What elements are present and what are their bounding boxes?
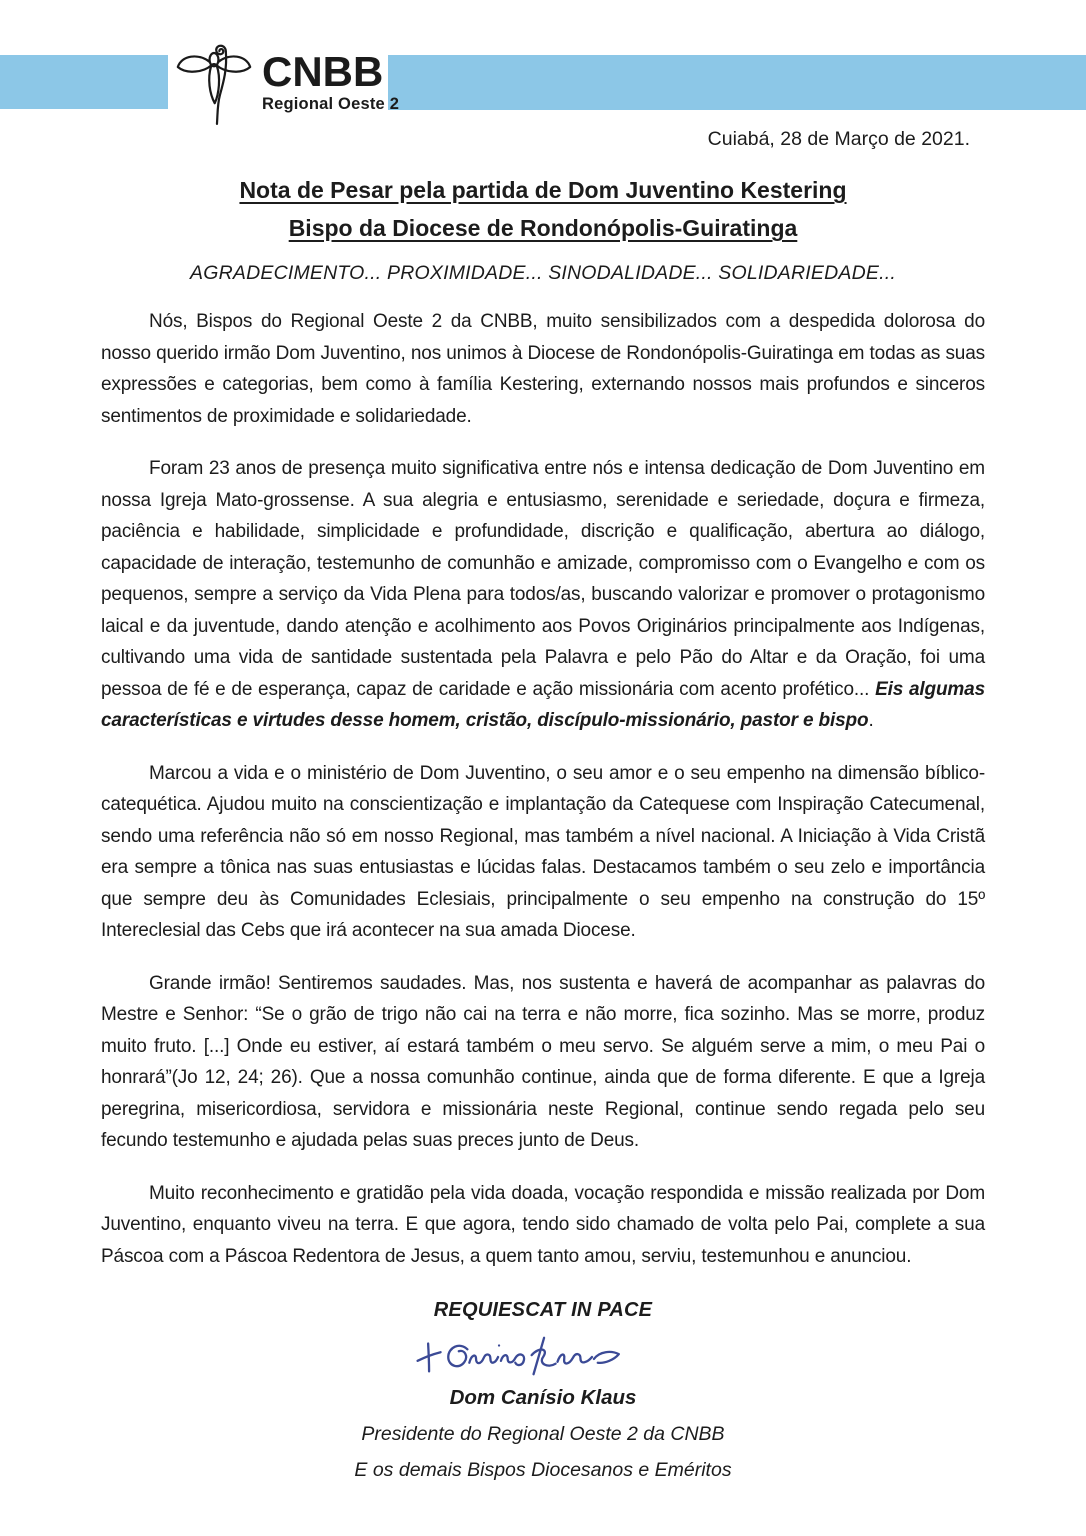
paragraph-2 [101,453,985,737]
header-right-bar [388,55,1086,110]
letter-body [101,306,985,1272]
signature-ink-icon [408,1328,638,1386]
requiescat-line: REQUIESCAT IN PACE [433,1299,653,1321]
epigraph: AGRADECIMENTO... PROXIMIDADE... SINODALIDADE... SOLIDARIEDADE... [190,262,896,284]
signatory-name: Dom Canísio Klaus [449,1386,637,1409]
title-line-2: Bispo da Diocese de Rondonópolis-Guiratinga [288,215,798,241]
dove-crozier-icon [172,36,256,132]
paragraph-4: Grande irmão! Sentiremos saudades. Mas, nos sustenta e haverá de acompanhar as palavras do Mestre e Senhor: “Se o grão de trigo não cai na terra e não morre, fica sozinho. Mas se morre, produz muito fruto. [...] Onde eu estiver, aí estará também o meu servo. Se alguém serve a mim, o meu Pai o honrará”(Jo 12, 24; 26). Que a nossa comunhão continue, ainda que de forma diferente. E que a Igreja peregrina, misericordiosa, servidora e missionária neste Regional, continue sendo regada pelo seu fecundo testemunho e ajudada pelas suas preces junto de Deus. [101,972,985,1151]
signatory-role-1: Presidente do Regional Oeste 2 da CNBB [361,1423,725,1445]
logo-acronym: CNBB [262,48,384,95]
paragraph-5: Muito reconhecimento e gratidão pela vida doada, vocação respondida e missão realizada por Dom Juventino, enquanto viveu na terra. E que agora, tendo sido chamado de volta pelo Pai, complete a sua Páscoa com a Páscoa Redentora de Jesus, a quem tanto amou, serviu, testemunhou e anunciou. [101,1182,985,1267]
document-title [0,171,1086,247]
logo-wordmark [262,48,400,113]
header-left-bar [0,55,168,109]
signatory-role-2: E os demais Bispos Diocesanos e Eméritos [354,1459,732,1481]
title-line-1: Nota de Pesar pela partida de Dom Juventino Kestering [239,177,847,203]
handwritten-signature [0,1328,1086,1386]
paragraph-2-text: Foram 23 anos de presença muito significativa entre nós e intensa dedicação de Dom Juventino em nossa Igreja Mato-grossense. A sua alegria e entusiasmo, serenidade e seriedade, doçura e firmeza, paciência e habilidade, simplicidade e profundidade, discrição e qualificação, abertura ao diálogo, capacidade de interação, testemunho de comunhão e amizade, compromisso com o Evangelho e com os pequenos, sempre a serviço da Vida Plena para todos/as, buscando valorizar e promover o protagonismo laical e da juventude, dando atenção e acolhimento aos Povos Originários principalmente aos Indígenas, cultivando uma vida de santidade sustentada pela Palavra e pelo Pão do Altar e da Oração, foi uma pessoa de fé e de esperança, capaz de caridade e ação missionária com acento profético... [101,458,985,700]
logo-subtitle: Regional Oeste 2 [262,95,400,113]
paragraph-2-emphasis: Eis algumas características e virtudes desse homem, cristão, discípulo-missionário, pastor e bispo [101,678,986,731]
date-line: Cuiabá, 28 de Março de 2021. [707,128,970,150]
paragraph-3: Marcou a vida e o ministério de Dom Juventino, o seu amor e o seu empenho na dimensão bíblico-catequética. Ajudou muito na conscientização e implantação da Catequese com Inspiração Catecumenal, sendo uma referência não só em nosso Regional, mas também a nível nacional. A Iniciação à Vida Cristã era sempre a tônica nas suas entusiastas e lúcidas falas. Destacamos também o seu zelo e importância que sempre deu às Comunidades Eclesiais, principalmente o seu empenho na construção do 15º Intereclesial das Cebs que irá acontecer na sua amada Diocese. [101,762,985,941]
paragraph-1: Nós, Bispos do Regional Oeste 2 da CNBB, muito sensibilizados com a despedida dolorosa do nosso querido irmão Dom Juventino, nos unimos à Diocese de Rondonópolis-Guiratinga em todas as suas expressões e categorias, bem como à família Kestering, externando nossos mais profundos e sinceros sentimentos de proximidade e solidariedade. [101,311,985,427]
closing-block [0,1299,1086,1482]
paragraph-2-suffix: . [868,710,874,731]
